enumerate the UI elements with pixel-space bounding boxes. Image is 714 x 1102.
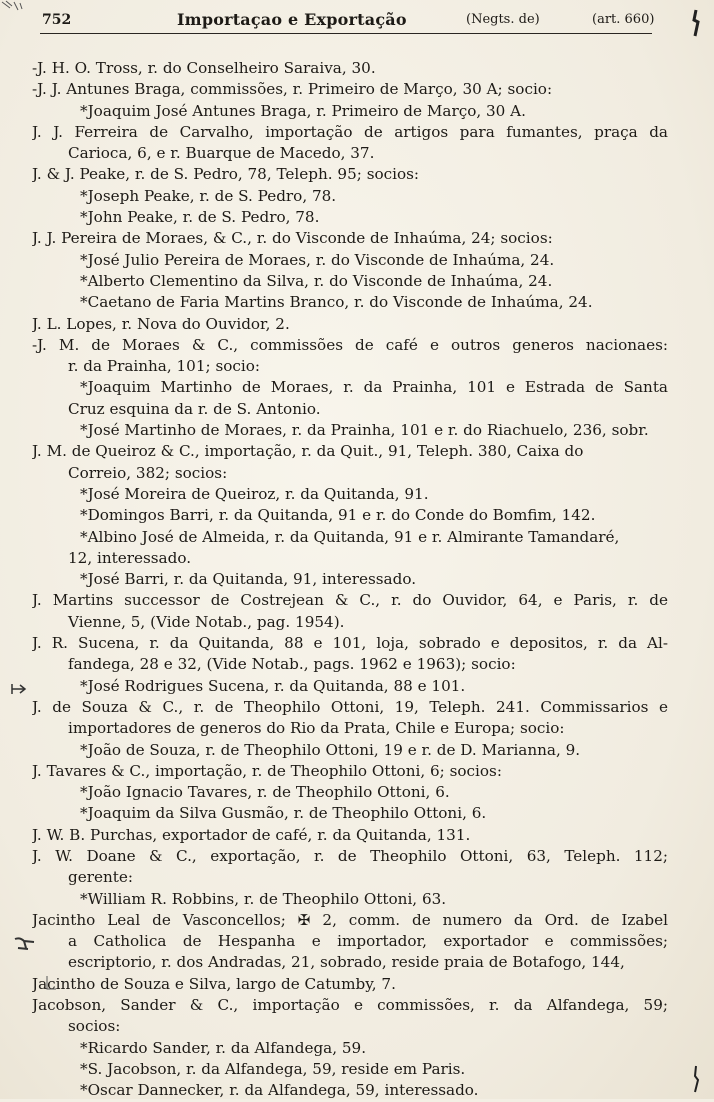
entry-line: Correio, 382; socios:	[68, 463, 228, 482]
pointing-hand-icon	[14, 936, 38, 952]
entry-line: *João Ignacio Tavares, r. de Theophilo Ottoni, 6.	[80, 783, 450, 802]
entry-line: Jacobson, Sander & C., importação e commissões, r. da Alfandega, 59;	[32, 996, 668, 1015]
margin-mark-icon	[690, 1064, 702, 1094]
page-subtitle: (Negts. de)	[466, 12, 540, 27]
entry-line: *Joseph Peake, r. de S. Pedro, 78.	[80, 186, 337, 205]
entry-line: *José Barri, r. da Quitanda, 91, interessado.	[80, 570, 417, 589]
entry-line: J. Martins successor de Costrejean & C., r. do Ouvidor, 64, e Paris, r. de	[32, 591, 668, 610]
entry-line: J. Tavares & C., importação, r. de Theophilo Ottoni, 6; socios:	[32, 761, 502, 780]
entry-line: *Domingos Barri, r. da Quitanda, 91 e r. do Conde do Bomfim, 142.	[80, 506, 596, 525]
entry-line: -J. H. O. Tross, r. do Conselheiro Saraiva, 30.	[32, 59, 376, 77]
entry-line: J. J. Ferreira de Carvalho, importação de artigos para fumantes, praça da	[32, 122, 668, 141]
bracket-mark-icon	[44, 975, 58, 991]
directory-listing	[32, 58, 668, 1102]
margin-mark-icon	[688, 8, 704, 38]
entry-line: socios:	[68, 1017, 121, 1036]
entry-line: a Catholica de Hespanha e importador, exportador e commissões;	[68, 932, 668, 951]
pointing-hand-icon	[10, 680, 28, 698]
entry-line: J. R. Sucena, r. da Quitanda, 88 e 101, loja, sobrado e depositos, r. da Al-	[32, 634, 668, 653]
entry-line: *John Peake, r. de S. Pedro, 78.	[80, 208, 320, 227]
entry-line: 12, interessado.	[68, 548, 192, 567]
entry-line: *Albino José de Almeida, r. da Quitanda, 91 e r. Almirante Tamandaré,	[80, 527, 620, 546]
page-header	[22, 6, 682, 36]
entry-line: escriptorio, r. dos Andradas, 21, sobrado, reside praia de Botafogo, 144,	[68, 953, 625, 972]
entry-line: J. W. Doane & C., exportação, r. de Theophilo Ottoni, 63, Teleph. 112;	[32, 846, 668, 865]
entry-line: *Oscar Dannecker, r. da Alfandega, 59, interessado.	[80, 1081, 479, 1100]
entry-line: J. de Souza & C., r. de Theophilo Ottoni, 19, Teleph. 241. Commissarios e	[32, 697, 668, 716]
entry-line: importadores de generos do Rio da Prata, Chile e Europa; socio:	[68, 719, 565, 738]
entry-line: *Alberto Clementino da Silva, r. do Visconde de Inhaúma, 24.	[80, 271, 553, 290]
page-title: Importaçao e Exportação	[177, 10, 407, 29]
entry-line: Carioca, 6, e r. Buarque de Macedo, 37.	[68, 144, 375, 163]
entry-line: *José Julio Pereira de Moraes, r. do Visconde de Inhaúma, 24.	[80, 250, 555, 269]
entry-line: *Ricardo Sander, r. da Alfandega, 59.	[80, 1038, 367, 1057]
entry-line: *Caetano de Faria Martins Branco, r. do Visconde de Inhaúma, 24.	[80, 293, 593, 312]
entry-line: J. W. B. Purchas, exportador de café, r. da Quitanda, 131.	[32, 825, 471, 844]
entry-line: J. & J. Peake, r. de S. Pedro, 78, Teleph. 95; socios:	[32, 165, 420, 184]
entry-line: *José Martinho de Moraes, r. da Prainha, 101 e r. do Riachuelo, 236, sobr.	[80, 421, 649, 440]
header-rule	[40, 33, 652, 34]
entry-line: Jacintho Leal de Vasconcellos; ✠ 2, comm. de numero da Ord. de Izabel	[32, 910, 668, 929]
entry-line: *S. Jacobson, r. da Alfandega, 59, reside em Paris.	[80, 1059, 466, 1078]
entry-line: *Joaquim da Silva Gusmão, r. de Theophilo Ottoni, 6.	[80, 804, 487, 823]
entry-line: -J. M. de Moraes & C., commissões de café e outros generos nacionaes:	[32, 335, 668, 354]
article-reference: (art. 660)	[592, 12, 655, 27]
entry-line: fandega, 28 e 32, (Vide Notab., pags. 1962 e 1963); socio:	[68, 655, 516, 674]
entry-line: *José Moreira de Queiroz, r. da Quitanda, 91.	[80, 484, 429, 503]
entry-line: J. J. Pereira de Moraes, & C., r. do Visconde de Inhaúma, 24; socios:	[32, 229, 553, 248]
entry-line: *Joaquim Martinho de Moraes, r. da Prainha, 101 e Estrada de Santa	[80, 378, 668, 397]
entry-line: J. L. Lopes, r. Nova do Ouvidor, 2.	[32, 314, 290, 333]
page-number: 752	[42, 12, 72, 28]
entry-line: *William R. Robbins, r. de Theophilo Ottoni, 63.	[80, 889, 447, 908]
entry-line: -J. J. Antunes Braga, commissões, r. Primeiro de Março, 30 A; socio:	[32, 80, 553, 99]
entry-line: Jacintho de Souza e Silva, largo de Catumby, 7.	[32, 974, 396, 993]
entry-line: *João de Souza, r. de Theophilo Ottoni, 19 e r. de D. Marianna, 9.	[80, 740, 581, 759]
entry-line: r. da Prainha, 101; socio:	[68, 357, 261, 376]
entry-line: *José Rodrigues Sucena, r. da Quitanda, 88 e 101.	[80, 676, 466, 695]
entry-line: gerente:	[68, 868, 133, 887]
entry-line: J. M. de Queiroz & C., importação, r. da Quit., 91, Teleph. 380, Caixa do	[32, 442, 584, 461]
entry-line: Vienne, 5, (Vide Notab., pag. 1954).	[68, 612, 345, 631]
entry-line: *Joaquim José Antunes Braga, r. Primeiro de Março, 30 A.	[80, 101, 526, 120]
entry-line: Cruz esquina da r. de S. Antonio.	[68, 399, 321, 418]
